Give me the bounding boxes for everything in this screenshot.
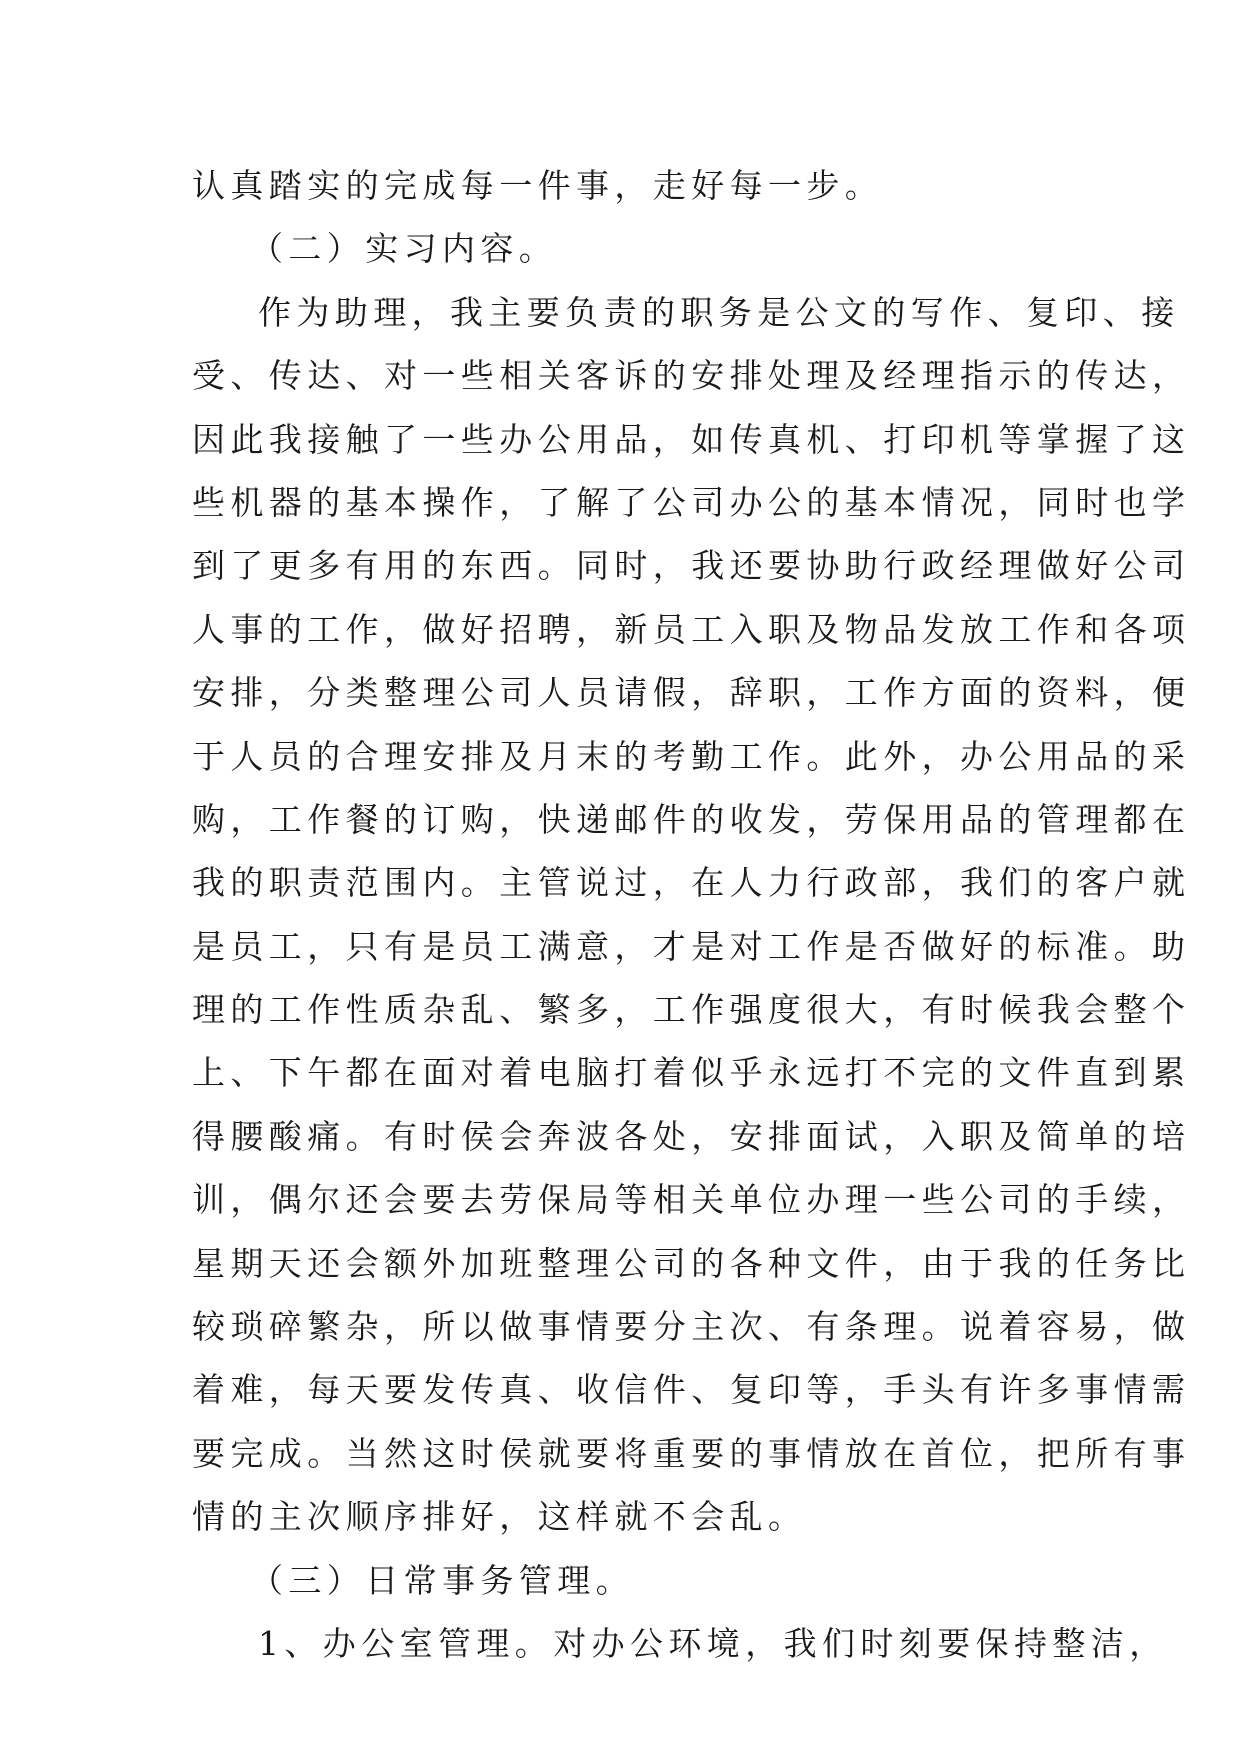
- section-heading: （三）日常事务管理。: [250, 1560, 634, 1600]
- document-body: [192, 154, 1191, 1675]
- text-line: 上、下午都在面对着电脑打着似乎永远打不完的文件直到累: [192, 1053, 1191, 1093]
- text-line: 要完成。当然这时侯就要将重要的事情放在首位，把所有事: [192, 1433, 1191, 1473]
- text-line: 因此我接触了一些办公用品，如传真机、打印机等掌握了这: [192, 419, 1191, 459]
- text-line: 购，工作餐的订购，快递邮件的收发，劳保用品的管理都在: [192, 799, 1191, 839]
- text-line: 情的主次顺序排好，这样就不会乱。: [192, 1497, 807, 1537]
- text-line: 着难，每天要发传真、收信件、复印等，手头有许多事情需: [192, 1370, 1191, 1410]
- text-line: 星期天还会额外加班整理公司的各种文件，由于我的任务比: [192, 1243, 1191, 1283]
- text-line: 安排，分类整理公司人员请假，辞职，工作方面的资料，便: [192, 673, 1191, 713]
- text-line: 得腰酸痛。有时侯会奔波各处，安排面试，入职及简单的培: [192, 1116, 1191, 1156]
- paragraph-first-line: 1、办公室管理。对办公环境，我们时刻要保持整洁，: [258, 1623, 1168, 1663]
- text-line: 理的工作性质杂乱、繁多，工作强度很大，有时候我会整个: [192, 990, 1191, 1030]
- text-line: 受、传达、对一些相关客诉的安排处理及经理指示的传达，: [192, 356, 1191, 396]
- text-line: 训，偶尔还会要去劳保局等相关单位办理一些公司的手续，: [192, 1180, 1191, 1220]
- text-line: 人事的工作，做好招聘，新员工入职及物品发放工作和各项: [192, 609, 1191, 649]
- text-line: 我的职责范围内。主管说过，在人力行政部，我们的客户就: [192, 863, 1191, 903]
- text-line: 较琐碎繁杂，所以做事情要分主次、有条理。说着容易，做: [192, 1307, 1191, 1347]
- section-heading: （二）实习内容。: [250, 229, 558, 269]
- text-line: 于人员的合理安排及月末的考勤工作。此外，办公用品的采: [192, 736, 1191, 776]
- text-line: 认真踏实的完成每一件事，走好每一步。: [192, 166, 884, 205]
- text-line: 到了更多有用的东西。同时，我还要协助行政经理做好公司: [192, 546, 1191, 586]
- paragraph-first-line: 作为助理，我主要负责的职务是公文的写作、复印、接: [258, 292, 1180, 332]
- text-line: 是员工，只有是员工满意，才是对工作是否做好的标准。助: [192, 926, 1191, 966]
- text-line: 些机器的基本操作，了解了公司办公的基本情况，同时也学: [192, 482, 1191, 522]
